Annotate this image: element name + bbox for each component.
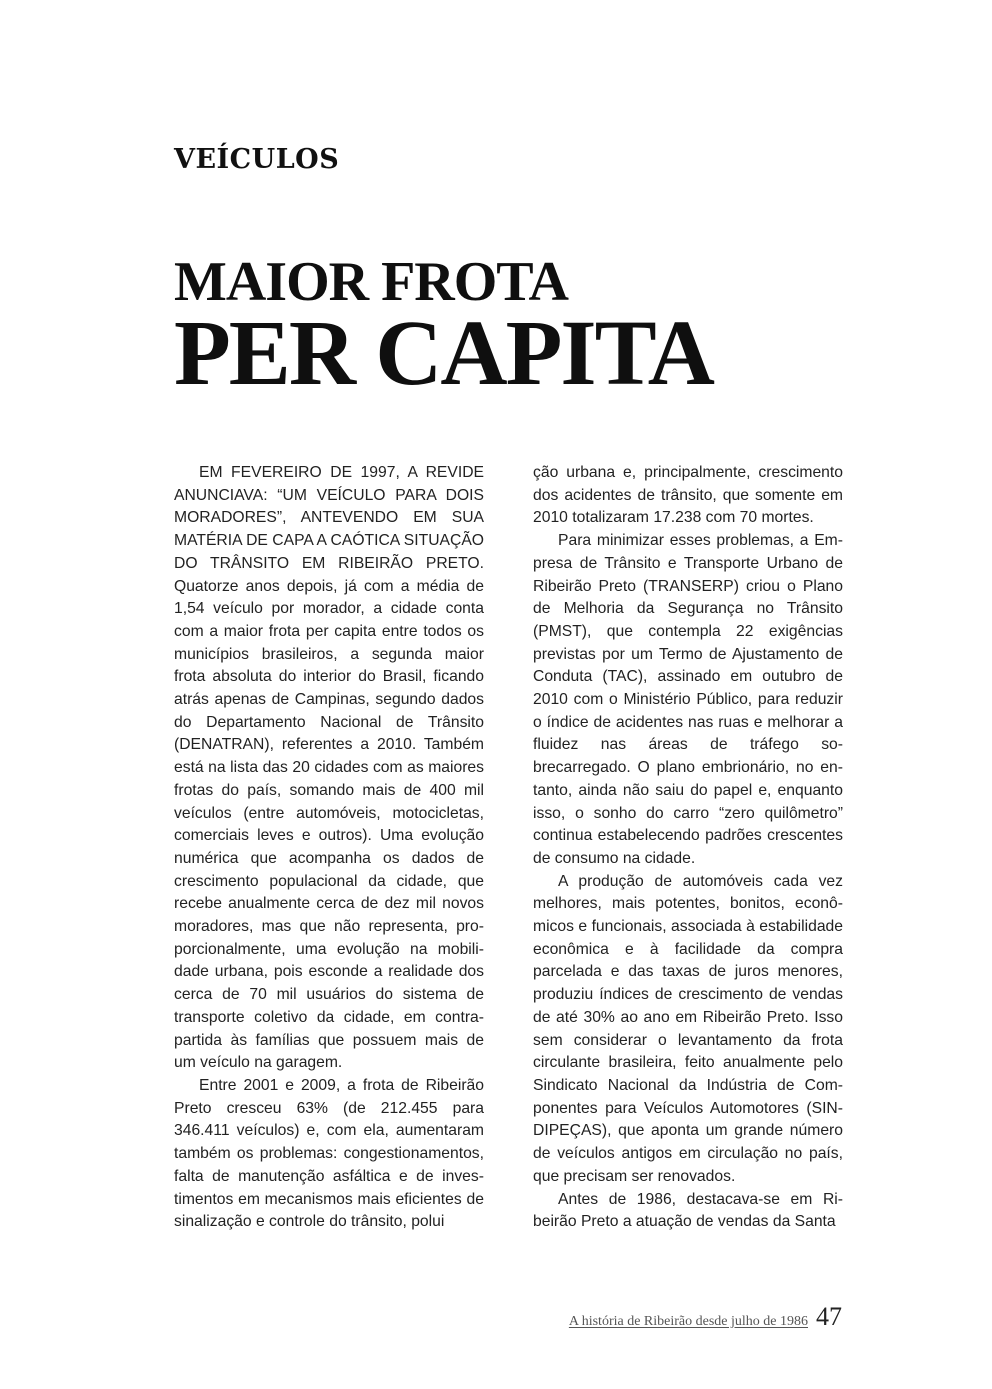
section-label: VEÍCULOS: [174, 144, 340, 175]
body-column-left: [174, 462, 484, 1234]
paragraph-3: Para minimizar esses problemas, a Empresa de Trânsito e Transporte Urbano de Ribeirão Preto (TRANSERP) criou o Plano de Melhoria da Segurança no Trânsito (PMST), que contempla 22 exigências previstas por um Termo de Ajustamento de Conduta (TAC), assinado em outubro de 2010 com o Ministério Público, para reduzir o índice de acidentes nas ruas e melhorar a fluidez nas áreas de tráfego sobrecarregado. O plano embrionário, no entanto, ainda não saiu do papel e, enquanto isso, o sonho do carro “zero quilômetro” continua estabelecendo padrões crescentes de consumo na cidade.: [533, 532, 843, 867]
paragraph-2-continued: ção urbana e, principalmente, crescimento dos acidentes de trânsito, que somente em 2010 totalizaram 17.238 com 70 mortes.: [533, 464, 843, 527]
running-footer-title: A história de Ribeirão desde julho de 1986: [568, 1314, 808, 1329]
page-number: 47: [816, 1302, 842, 1331]
headline-line-1: MAIOR FROTA: [174, 251, 568, 313]
paragraph-2: Entre 2001 e 2009, a frota de Ribeirão Preto cresceu 63% (de 212.455 para 346.411 veículos) e, com ela, aumentaram também os problemas: congestionamentos, falta de manutenção asfáltica e de investimentos em mecanismos mais eficientes de sinalização e controle do trânsito, polui: [174, 1076, 484, 1231]
paragraph-5: Antes de 1986, destacava-se em Ribeirão Preto a atuação de vendas da Santa: [533, 1190, 843, 1231]
body-column-right: [533, 462, 843, 1234]
headline: [174, 250, 713, 405]
page-footer: [569, 1302, 842, 1332]
paragraph-4: A produção de automóveis cada vez melhores, mais potentes, bonitos, econômicos e funcionais, associada à estabilidade econômica e à facilidade da compra parcelada e das taxas de juros menores, produziu índices de crescimento de vendas de até 30% ao ano em Ribeirão Preto. Isso sem considerar o levantamento da frota circulante brasileira, feito anualmente pelo Sindicato Nacional da Indústria de Componentes para Veículos Automotores (SINDIPEÇAS), que aponta um grande número de veículos antigos em circulação no país, que precisam ser renovados.: [533, 872, 843, 1185]
paragraph-1-lead: EM FEVEREIRO DE 1997, A REVIDE ANUNCIAVA: “UM VEÍCULO PARA DOIS MORADORES”, ANTEVENDO EM SUA MATÉRIA DE CAPA A CAÓTICA SITUAÇÃO DO TRÂNSITO EM RIBEIRÃO PRETO.: [174, 464, 484, 572]
headline-line-2: PER CAPITA: [174, 302, 713, 405]
paragraph-1: [174, 462, 484, 1075]
paragraph-1-rest: Quatorze anos depois, já com a média de 1,54 veículo por morador, a cidade conta com a maior frota per capita entre todos os municípios brasileiros, a segunda maior frota absoluta do interior do Brasil, ficando atrás apenas de Campinas, segundo dados do Departamento Nacional de Trânsito (DENATRAN), referentes a 2010. Também está na lista das 20 cidades com as maiores frotas do país, somando mais de 400 mil veículos (entre automóveis, motocicletas, comerciais leves e outros). Uma evolução numérica que acompanha os dados de crescimento populacional da cidade, que recebe anualmente cerca de dez mil novos moradores, mas que não representa, proporcionalmente, uma evolução na mobilidade urbana, pois esconde a realidade dos cerca de 70 mil usuários do sistema de transporte coletivo da cidade, em contrapartida às famílias que possuem mais de um veículo na garagem.: [174, 577, 484, 1072]
